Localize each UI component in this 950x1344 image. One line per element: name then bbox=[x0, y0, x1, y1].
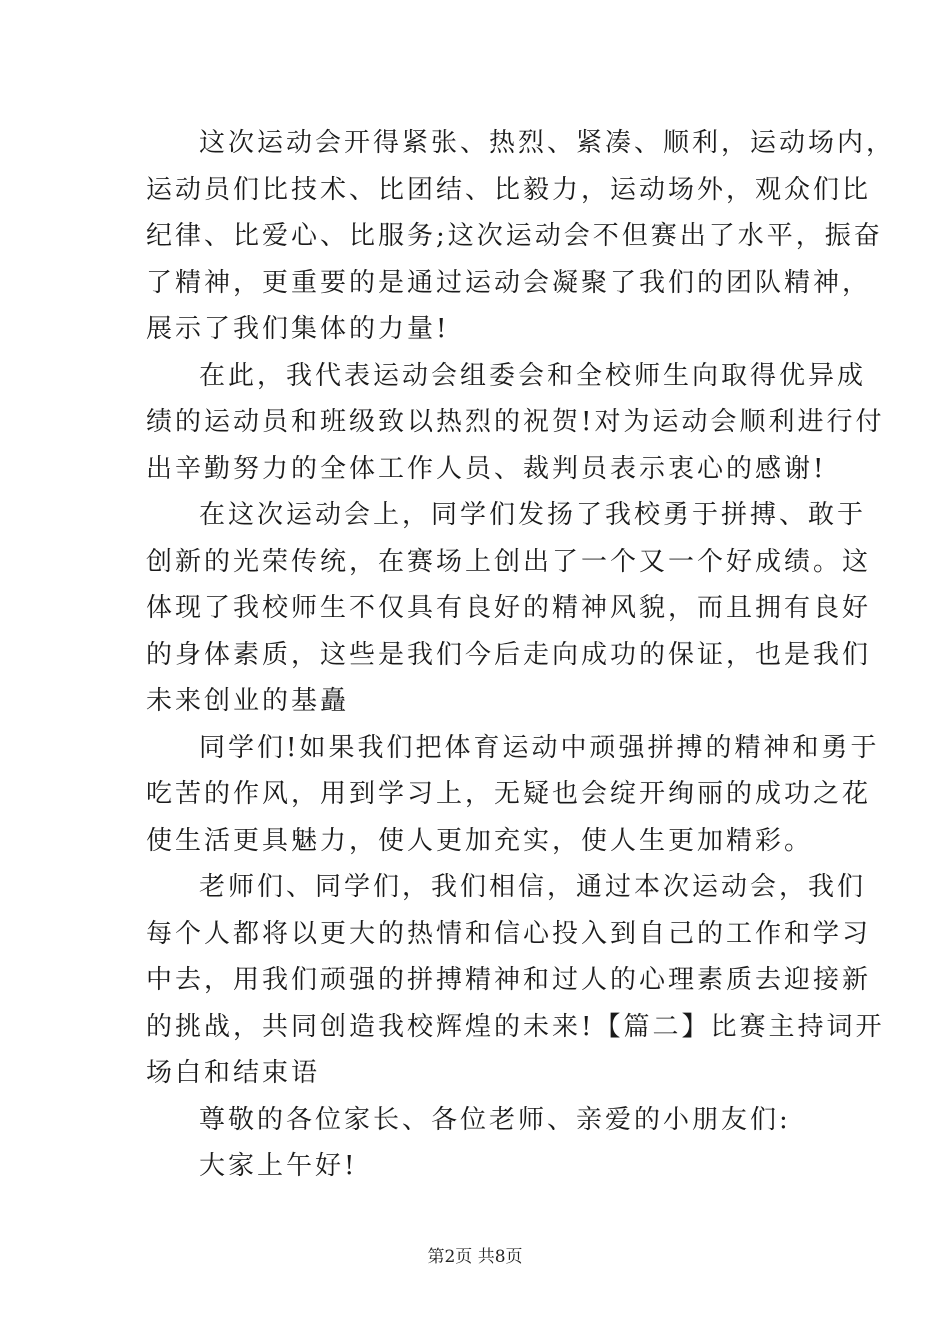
document-body bbox=[146, 120, 896, 1190]
text-line: 了精神，更重要的是通过运动会凝聚了我们的团队精神， bbox=[146, 267, 872, 298]
salutation-line: 尊敬的各位家长、各位老师、亲爱的小朋友们: bbox=[199, 1104, 791, 1135]
text-line: 创新的光荣传统，在赛场上创出了一个又一个好成绩。这 bbox=[146, 546, 872, 577]
paragraph bbox=[146, 120, 896, 353]
page-number-footer: 第2页 共8页 bbox=[427, 1247, 523, 1267]
paragraph bbox=[146, 492, 872, 725]
text-line: 未来创业的基矗 bbox=[146, 686, 350, 716]
text-line: 每个人都将以更大的热情和信心投入到自己的工作和学习 bbox=[146, 918, 872, 949]
text-line: 使生活更具魅力，使人更加充实，使人生更加精彩。 bbox=[146, 825, 814, 856]
text-line: 老师们、同学们，我们相信，通过本次运动会，我们 bbox=[199, 872, 867, 902]
text-line: 的身体素质，这些是我们今后走向成功的保证，也是我们 bbox=[146, 639, 872, 670]
text-line: 场白和结束语 bbox=[146, 1058, 321, 1088]
paragraph bbox=[146, 1143, 818, 1190]
text-line: 同学们!如果我们把体育运动中顽强拼搏的精神和勇于 bbox=[199, 732, 880, 763]
greeting-line: 大家上午好! bbox=[199, 1151, 358, 1181]
text-line: 在这次运动会上，同学们发扬了我校勇于拼搏、敢于 bbox=[199, 500, 867, 530]
text-line: 展示了我们集体的力量! bbox=[146, 314, 450, 344]
text-line: 出辛勤努力的全体工作人员、裁判员表示衷心的感谢! bbox=[146, 453, 827, 484]
text-line: 吃苦的作风，用到学习上，无疑也会绽开绚丽的成功之花 bbox=[146, 779, 872, 809]
text-line: 的挑战，共同创造我校辉煌的未来!【篇二】比赛主持词开 bbox=[146, 1011, 885, 1042]
text-line: 纪律、比爱心、比服务;这次运动会不但赛出了水平，振奋 bbox=[146, 221, 883, 251]
text-line: 中去，用我们顽强的拼搏精神和过人的心理素质去迎接新 bbox=[146, 965, 872, 995]
text-line: 绩的运动员和班级致以热烈的祝贺!对为运动会顺利进行付 bbox=[146, 407, 885, 437]
text-line: 运动员们比技术、比团结、比毅力，运动场外，观众们比 bbox=[146, 174, 872, 205]
text-line: 在此，我代表运动会组委会和全校师生向取得优异成 bbox=[199, 360, 867, 391]
text-line: 体现了我校师生不仅具有良好的精神风貌，而且拥有良好 bbox=[146, 593, 872, 623]
paragraph bbox=[146, 1097, 818, 1144]
paragraph bbox=[146, 864, 885, 1097]
paragraph bbox=[146, 725, 880, 865]
paragraph bbox=[146, 353, 885, 493]
text-line: 这次运动会开得紧张、热烈、紧凑、顺利，运动场内， bbox=[199, 128, 896, 158]
